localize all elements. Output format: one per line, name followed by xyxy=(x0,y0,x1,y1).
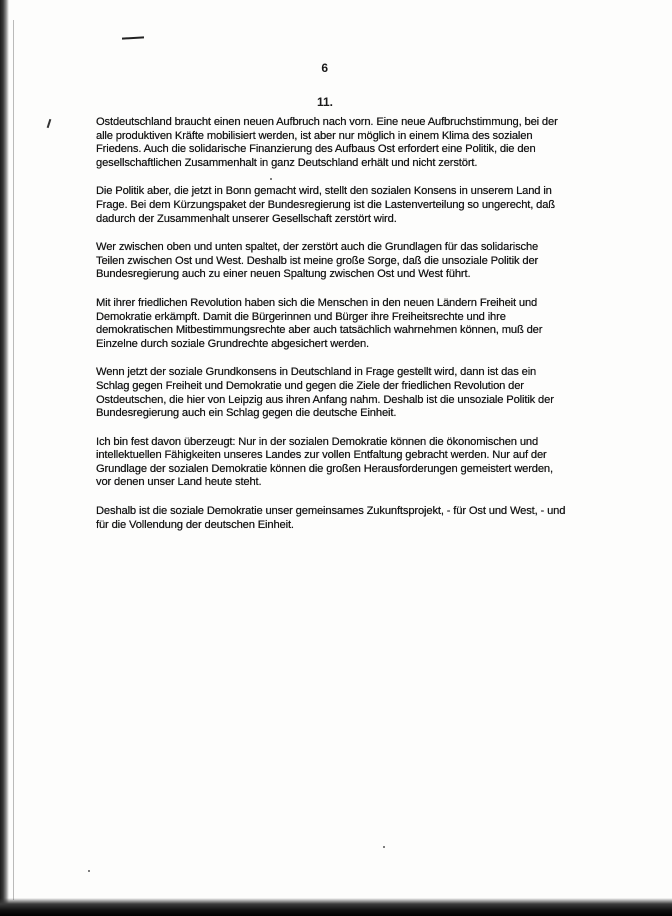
binding-edge-line xyxy=(13,20,14,900)
paragraph: Mit ihrer friedlichen Revolution haben sich die Menschen in den neuen Ländern Freiheit und Demokratie erkämpft. Damit die Bürgerinnen und Bürger ihre Freiheitsrechte und ihre demokratischen Mitbestimmungsrechte aber auch tatsächlich wahrnehmen können, muß der Einzelne durch soziale Grundrechte abgesichert werden. xyxy=(96,296,543,350)
scan-artifact-dash xyxy=(122,36,144,39)
paragraph: Deshalb ist die soziale Demokratie unser gemeinsames Zukunftsprojekt, - für Ost und West, - und für die Vollendung der deutschen Einheit. xyxy=(96,505,566,531)
paragraph: Ich bin fest davon überzeugt: Nur in der sozialen Demokratie können die ökonomischen und intellektuellen Fähigkeiten unseres Landes zur vollen Entfaltung gebracht werden. Nur auf der Grundlage der sozialen Demokratie können die großen Herausforderungen gemeistert werden, vor denen unser Land heute steht. xyxy=(96,435,553,489)
scan-bottom-edge xyxy=(0,898,672,916)
page-number: 6 xyxy=(321,61,329,75)
paragraph: Ostdeutschland braucht einen neuen Aufbruch nach vorn. Eine neue Aufbruchstimmung, bei der alle produktiven Kräfte mobilisiert werden, ist aber nur möglich in einem Klima des sozialen Friedens. Auch die solidarische Finanzierung des Aufbaus Ost erfordert eine Politik, die den gesellschaftlichen Zusammenhalt in ganz Deutschland erhält und nicht zerstört. xyxy=(96,116,558,169)
paragraph: Wenn jetzt der soziale Grundkonsens in Deutschland in Frage gestellt wird, dann ist das ein Schlag gegen Freiheit und Demokratie und gegen die Ziele der friedlichen Revolution der Ostdeutschen, die hier von Leipzig aus ihren Anfang nahm. Deshalb ist die unsoziale Politik der Bundesregierung auch ein Schlag gegen die deutsche Einheit. xyxy=(96,366,554,420)
paragraph: Wer zwischen oben und unten spaltet, der zerstört auch die Grundlagen für das solidarische Teilen zwischen Ost und West. Deshalb ist meine große Sorge, daß die unsoziale Politik der Bundesregierung auch zu einer neuen Spaltung zwischen Ost und West führt. xyxy=(96,241,539,281)
section-number: 11. xyxy=(316,95,334,109)
margin-tick-mark xyxy=(47,119,52,128)
body-text xyxy=(96,116,566,547)
paragraph: Die Politik aber, die jetzt in Bonn gemacht wird, stellt den sozialen Konsens in unserem Land in Frage. Bei dem Kürzungspaket der Bundesregierung ist die Lastenverteilung so ungerecht, daß dadurch der Zusammenhalt unserer Gesellschaft zerstört wird. xyxy=(96,185,555,225)
scan-speck xyxy=(88,870,90,872)
binding-edge-shadow xyxy=(0,0,9,916)
scan-speck xyxy=(383,846,385,848)
